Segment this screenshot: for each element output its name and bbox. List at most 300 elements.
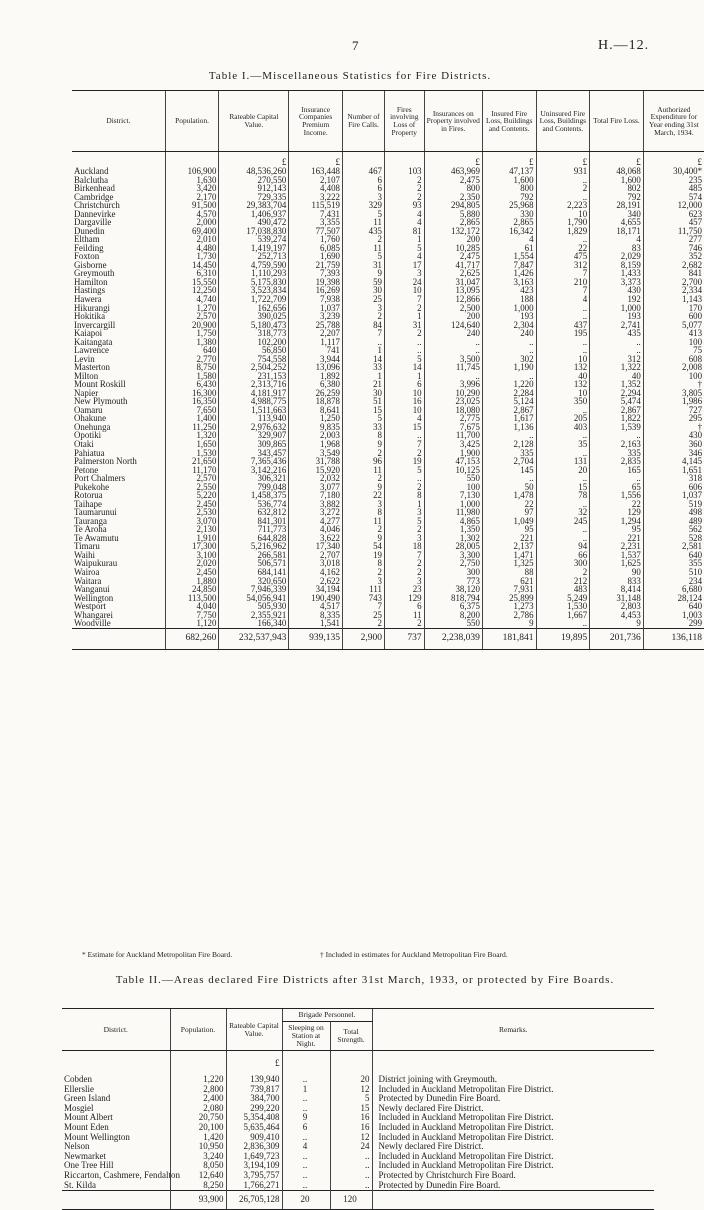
- table-cell: 205: [536, 414, 590, 423]
- t2-remarks-cell: District joining with Greymouth.: [372, 1075, 654, 1085]
- table-cell: 28,191: [590, 201, 644, 210]
- t1-total-cell: 19,895: [536, 628, 590, 649]
- table-cell: 4,181,917: [219, 389, 289, 398]
- table-cell: 15,920: [289, 466, 343, 475]
- table-cell: 1,900: [424, 449, 482, 458]
- table-cell: 13,096: [289, 363, 343, 372]
- table-row: [62, 1171, 654, 1181]
- table-row: [72, 568, 704, 577]
- table-cell: 7: [384, 551, 424, 560]
- table-cell: 3,300: [424, 551, 482, 560]
- table-cell: 2,682: [643, 261, 704, 270]
- table-cell: 28,005: [424, 542, 482, 551]
- table-cell: 25,788: [289, 321, 343, 330]
- table-cell: 729,335: [219, 193, 289, 202]
- table-cell: 9,835: [289, 423, 343, 432]
- t1-unit-cell: £: [536, 152, 590, 168]
- table-cell: 5,180,473: [219, 321, 289, 330]
- table-cell: †: [643, 380, 704, 389]
- table-cell: 18,171: [590, 227, 644, 236]
- table-cell: 2,163: [590, 440, 644, 449]
- table-row: [72, 594, 704, 603]
- table-cell: 931: [536, 167, 590, 176]
- t1-total-cell: 2,238,039: [424, 628, 482, 649]
- table-cell: ..: [384, 431, 424, 440]
- table-cell: 48,536,260: [219, 167, 289, 176]
- table-row: [72, 252, 704, 261]
- table-row: [72, 218, 704, 227]
- table-cell: 437: [536, 321, 590, 330]
- district-name: Dannevirke: [74, 208, 116, 219]
- table-cell: ..: [482, 431, 536, 440]
- table-cell: 7,675: [424, 423, 482, 432]
- table-cell: 111: [342, 585, 384, 594]
- t2-unit-cell: [62, 1051, 170, 1070]
- table-cell: 240: [482, 329, 536, 338]
- district-name: Eltham: [74, 234, 100, 245]
- table-cell: 2,803: [590, 602, 644, 611]
- table-cell: ..: [590, 338, 644, 347]
- table-cell: ..: [482, 372, 536, 381]
- table-cell: 2: [342, 619, 384, 628]
- table-cell: 59: [342, 278, 384, 287]
- district-name: Port Chalmers: [74, 473, 126, 484]
- table-cell: 318,773: [219, 329, 289, 338]
- table-cell: 25,899: [482, 594, 536, 603]
- table-cell: 1: [342, 346, 384, 355]
- table-cell: 6,680: [643, 585, 704, 594]
- table-row: [72, 534, 704, 543]
- table-cell: 1,880: [165, 577, 219, 586]
- table-cell: 1,910: [165, 534, 219, 543]
- table-cell: 2,700: [643, 278, 704, 287]
- district-name: Mount Wellington: [64, 1131, 130, 1142]
- table-cell: 1,556: [590, 491, 644, 500]
- table-cell: 1,539: [590, 423, 644, 432]
- t2-remarks-cell: Included in Auckland Metropolitan Fire District.: [372, 1123, 654, 1133]
- table-cell: 413: [643, 329, 704, 338]
- table-cell: 10: [384, 389, 424, 398]
- table-cell: 2,130: [165, 525, 219, 534]
- table-cell: 166,340: [219, 619, 289, 628]
- table-cell: 23,025: [424, 397, 482, 406]
- t2-sleeping-cell: ..: [282, 1152, 330, 1162]
- table-cell: 7: [384, 440, 424, 449]
- table-cell: 21: [342, 380, 384, 389]
- table-cell: 28,124: [643, 594, 704, 603]
- table-cell: 1: [384, 312, 424, 321]
- table-cell: 4,740: [165, 295, 219, 304]
- district-name: Tauranga: [74, 515, 107, 526]
- table-cell: 91,500: [165, 201, 219, 210]
- table-row: [72, 542, 704, 551]
- table-cell: 11,750: [643, 227, 704, 236]
- table-cell: ..: [590, 431, 644, 440]
- table-cell: 78: [536, 491, 590, 500]
- table-cell: 5,249: [536, 594, 590, 603]
- t2-unit-row: [62, 1051, 654, 1070]
- table-cell: 8,335: [289, 611, 343, 620]
- t2-total-cell: ..: [330, 1181, 372, 1191]
- table-cell: 1,325: [482, 559, 536, 568]
- t2-remarks-cell: Protected by Dunedin Fire Board.: [372, 1094, 654, 1104]
- table-cell: 19,398: [289, 278, 343, 287]
- t2-population-cell: 20,100: [170, 1123, 226, 1133]
- table-cell: 2,350: [424, 193, 482, 202]
- table-cell: 240: [424, 329, 482, 338]
- table-cell: ..: [536, 500, 590, 509]
- table-cell: 4: [384, 218, 424, 227]
- table-cell: 21,759: [289, 261, 343, 270]
- district-name: Mount Eden: [64, 1121, 109, 1132]
- table-cell: 195: [536, 329, 590, 338]
- table-cell: 132,172: [424, 227, 482, 236]
- table-cell: 1,117: [289, 338, 343, 347]
- table-cell: 1,136: [482, 423, 536, 432]
- table-cell: 5: [384, 517, 424, 526]
- t2-total-cell: 16: [330, 1123, 372, 1133]
- t2-total-cell: 5: [330, 1094, 372, 1104]
- table-cell: 2: [384, 304, 424, 313]
- table-cell: ..: [536, 193, 590, 202]
- table-cell: 4,277: [289, 517, 343, 526]
- district-name: Invercargill: [74, 319, 116, 330]
- table-cell: 3,549: [289, 449, 343, 458]
- t2-total-cell: [62, 1191, 170, 1210]
- table-cell: 1,829: [536, 227, 590, 236]
- table-cell: 3,018: [289, 559, 343, 568]
- table-cell: 2,313,716: [219, 380, 289, 389]
- t2-population-cell: 20,750: [170, 1113, 226, 1123]
- table-cell: ..: [536, 534, 590, 543]
- t2-rcv-cell: 1,649,723: [226, 1152, 282, 1162]
- table-cell: 519: [643, 500, 704, 509]
- table-cell: 35: [536, 440, 590, 449]
- table-cell: 16,342: [482, 227, 536, 236]
- t1-header-1: Population.: [165, 91, 219, 152]
- table-cell: 38,120: [424, 585, 482, 594]
- table-cell: 2,170: [165, 193, 219, 202]
- table-cell: 4,865: [424, 517, 482, 526]
- table-cell: 277: [643, 235, 704, 244]
- table-cell: 6,310: [165, 269, 219, 278]
- table-cell: 2,475: [424, 176, 482, 185]
- table-cell: 2,867: [590, 406, 644, 415]
- table-cell: 61: [482, 244, 536, 253]
- table-cell: 31,788: [289, 457, 343, 466]
- table-cell: 56,850: [219, 346, 289, 355]
- table-cell: 7: [536, 269, 590, 278]
- table-cell: 312: [590, 355, 644, 364]
- table-cell: 2: [384, 176, 424, 185]
- table-cell: 2: [384, 619, 424, 628]
- t2-rcv-cell: 1,766,271: [226, 1181, 282, 1191]
- table-cell: 18,878: [289, 397, 343, 406]
- t2-population-cell: 1,220: [170, 1075, 226, 1085]
- table-cell: 1,667: [536, 611, 590, 620]
- t2-remarks-cell: Included in Auckland Metropolitan Fire District.: [372, 1152, 654, 1162]
- table-cell: 3: [342, 193, 384, 202]
- district-name: Auckland: [74, 166, 109, 176]
- table-cell: 2: [342, 474, 384, 483]
- table-cell: 4,040: [165, 602, 219, 611]
- table-cell: 131: [536, 457, 590, 466]
- table-cell: 1,511,663: [219, 406, 289, 415]
- table-cell: 329,907: [219, 431, 289, 440]
- t2-sleeping-cell: 1: [282, 1085, 330, 1095]
- table-row: [72, 286, 704, 295]
- t1-unit-cell: £: [289, 152, 343, 168]
- table-cell: 30: [342, 389, 384, 398]
- table-cell: 2,355,921: [219, 611, 289, 620]
- table-cell: 1,419,197: [219, 244, 289, 253]
- table-cell: 2,707: [289, 551, 343, 560]
- table-cell: 632,812: [219, 508, 289, 517]
- district-name: Whangarei: [74, 609, 113, 620]
- table-cell: 430: [643, 431, 704, 440]
- table-cell: 1,110,293: [219, 269, 289, 278]
- table-cell: 2,550: [165, 483, 219, 492]
- table-cell: 8: [342, 559, 384, 568]
- table-row: [72, 176, 704, 185]
- table-cell: 539,274: [219, 235, 289, 244]
- table-cell: 340: [590, 210, 644, 219]
- table-row: [72, 491, 704, 500]
- table-cell: 773: [424, 577, 482, 586]
- table-cell: 3,500: [424, 355, 482, 364]
- table-cell: 75: [643, 346, 704, 355]
- table-cell: 4: [384, 252, 424, 261]
- new-fire-districts-table: [62, 1008, 654, 1210]
- table-cell: 1,320: [165, 431, 219, 440]
- table-cell: 7,180: [289, 491, 343, 500]
- district-name: Waitara: [74, 575, 102, 586]
- t1-header-7: Insured Fire Loss, Buildings and Contents.: [482, 91, 536, 152]
- table-cell: 5,220: [165, 491, 219, 500]
- t2-header-remarks: Remarks.: [372, 1009, 654, 1051]
- table-row: [72, 423, 704, 432]
- table-cell: 22: [590, 500, 644, 509]
- table-cell: 1: [384, 500, 424, 509]
- table-row: [72, 312, 704, 321]
- table-cell: 1,750: [165, 329, 219, 338]
- table-row: [72, 551, 704, 560]
- table-cell: 302: [482, 355, 536, 364]
- t2-remarks-cell: Newly declared Fire District.: [372, 1142, 654, 1152]
- table-cell: 1,352: [590, 380, 644, 389]
- table-cell: 1,651: [643, 466, 704, 475]
- table-row: [72, 210, 704, 219]
- table-cell: 3,805: [643, 389, 704, 398]
- district-name: Cobden: [64, 1074, 92, 1084]
- table-cell: 1,650: [165, 440, 219, 449]
- table-cell: 30,400*: [643, 167, 704, 176]
- table-cell: 6,430: [165, 380, 219, 389]
- table-cell: 3: [342, 500, 384, 509]
- table-cell: 9: [482, 619, 536, 628]
- table-cell: 2: [384, 449, 424, 458]
- district-name: Woodville: [74, 618, 111, 629]
- table-cell: 435: [590, 329, 644, 338]
- table-cell: 802: [590, 184, 644, 193]
- t2-remarks-cell: Protected by Dunedin Fire Board.: [372, 1181, 654, 1191]
- table-cell: 7: [342, 329, 384, 338]
- t1-total-cell: 136,118: [643, 628, 704, 649]
- table-cell: 684,141: [219, 568, 289, 577]
- t2-total-cell: 15: [330, 1104, 372, 1114]
- table-row: [72, 500, 704, 509]
- table-cell: 16,350: [165, 397, 219, 406]
- table-cell: 10: [384, 406, 424, 415]
- table-cell: 1,554: [482, 252, 536, 261]
- table-cell: 457: [643, 218, 704, 227]
- t1-total-cell: [72, 628, 165, 649]
- t2-sleeping-cell: 9: [282, 1113, 330, 1123]
- district-name: Mosgiel: [64, 1102, 94, 1113]
- table-cell: 1,270: [165, 304, 219, 313]
- table-row: [62, 1085, 654, 1095]
- table-cell: 355: [643, 559, 704, 568]
- table-cell: 2: [342, 235, 384, 244]
- table-cell: 2,622: [289, 577, 343, 586]
- table-cell: 7,931: [482, 585, 536, 594]
- table-cell: 2: [536, 184, 590, 193]
- table-cell: 640: [165, 346, 219, 355]
- table-cell: 3,373: [590, 278, 644, 287]
- footnote-star: * Estimate for Auckland Metropolitan Fire Board.: [82, 950, 233, 959]
- table-cell: 1,143: [643, 295, 704, 304]
- table-cell: 2,741: [590, 321, 644, 330]
- table-cell: 23: [384, 585, 424, 594]
- table-cell: 2,029: [590, 252, 644, 261]
- table-cell: 1,433: [590, 269, 644, 278]
- district-name: Dargaville: [74, 217, 112, 228]
- table-row: [62, 1075, 654, 1085]
- table-cell: 3,425: [424, 440, 482, 449]
- table-cell: 2,704: [482, 457, 536, 466]
- table-cell: 1,722,709: [219, 295, 289, 304]
- table-cell: 90: [590, 568, 644, 577]
- table-cell: 47,137: [482, 167, 536, 176]
- table-row: [72, 474, 704, 483]
- table-cell: 727: [643, 406, 704, 415]
- t2-sleeping-cell: ..: [282, 1161, 330, 1171]
- table-cell: 5,175,830: [219, 278, 289, 287]
- table-row: [72, 525, 704, 534]
- table-cell: 2,976,632: [219, 423, 289, 432]
- table-cell: 1,537: [590, 551, 644, 560]
- table-cell: 20,900: [165, 321, 219, 330]
- table-cell: 1,541: [289, 619, 343, 628]
- page-number: 7: [352, 38, 359, 53]
- table-cell: 2: [384, 483, 424, 492]
- district-name: Christchurch: [74, 200, 120, 211]
- table-cell: 841,301: [219, 517, 289, 526]
- table-cell: 1,000: [482, 304, 536, 313]
- table-cell: 1,730: [165, 252, 219, 261]
- table-cell: 2: [384, 568, 424, 577]
- table-cell: 65: [590, 483, 644, 492]
- table-cell: 7,650: [165, 406, 219, 415]
- table-cell: 6,085: [289, 244, 343, 253]
- table-cell: 352: [643, 252, 704, 261]
- table-cell: 2,570: [165, 312, 219, 321]
- table-cell: 5: [342, 414, 384, 423]
- table-cell: 1: [384, 235, 424, 244]
- t1-unit-cell: £: [643, 152, 704, 168]
- table-cell: 1,000: [590, 304, 644, 313]
- table-cell: 1,220: [482, 380, 536, 389]
- table-cell: 1,322: [590, 363, 644, 372]
- table-cell: 106,900: [165, 167, 219, 176]
- table-cell: 1,049: [482, 517, 536, 526]
- table-cell: 212: [536, 577, 590, 586]
- table-cell: 640: [643, 602, 704, 611]
- t2-population-cell: 8,250: [170, 1181, 226, 1191]
- table-cell: 335: [482, 449, 536, 458]
- table-cell: 129: [590, 508, 644, 517]
- table-cell: 2,581: [643, 542, 704, 551]
- t1-header-10: Authorized Expenditure for Year ending 31st March, 1934.: [643, 91, 704, 152]
- table-cell: 25: [342, 611, 384, 620]
- table-cell: 9: [342, 440, 384, 449]
- table-cell: 2: [342, 312, 384, 321]
- table-cell: 210: [536, 278, 590, 287]
- table-row: [72, 363, 704, 372]
- table-row: [72, 227, 704, 236]
- table-cell: 3,142,216: [219, 466, 289, 475]
- table-cell: 3,100: [165, 551, 219, 560]
- t2-unit-cell: [372, 1051, 654, 1070]
- table-cell: 18,080: [424, 406, 482, 415]
- table-cell: 2,530: [165, 508, 219, 517]
- table-row: [72, 235, 704, 244]
- table-cell: ..: [482, 346, 536, 355]
- t2-rcv-cell: 5,354,408: [226, 1113, 282, 1123]
- table-cell: 8,159: [590, 261, 644, 270]
- t1-unit-cell: [72, 152, 165, 168]
- table-cell: 66: [536, 551, 590, 560]
- t1-unit-cell: £: [219, 152, 289, 168]
- table-cell: 31,047: [424, 278, 482, 287]
- t2-rcv-cell: 139,940: [226, 1075, 282, 1085]
- table-cell: 31,148: [590, 594, 644, 603]
- table-cell: 4,453: [590, 611, 644, 620]
- table-cell: 96: [342, 457, 384, 466]
- table-row: [72, 278, 704, 287]
- table-cell: 2,223: [536, 201, 590, 210]
- table-cell: ..: [590, 474, 644, 483]
- table-row: [72, 577, 704, 586]
- table-cell: 2,750: [424, 559, 482, 568]
- table-cell: 4,655: [590, 218, 644, 227]
- table-cell: 17,038,830: [219, 227, 289, 236]
- t1-header-6: Insurances on Property involved in Fires.: [424, 91, 482, 152]
- t2-remarks-cell: Protected by Christchurch Fire Board.: [372, 1171, 654, 1181]
- table-cell: 11,745: [424, 363, 482, 372]
- table-row: [72, 466, 704, 475]
- t1-total-cell: 737: [384, 628, 424, 649]
- table-cell: 2: [384, 184, 424, 193]
- district-name: Onehunga: [74, 421, 111, 432]
- table-cell: 94: [536, 542, 590, 551]
- t2-population-cell: 12,640: [170, 1171, 226, 1181]
- table-cell: 467: [342, 167, 384, 176]
- table-cell: 841: [643, 269, 704, 278]
- table-cell: 3,420: [165, 184, 219, 193]
- district-name: New Plymouth: [74, 396, 128, 407]
- table-cell: ..: [482, 474, 536, 483]
